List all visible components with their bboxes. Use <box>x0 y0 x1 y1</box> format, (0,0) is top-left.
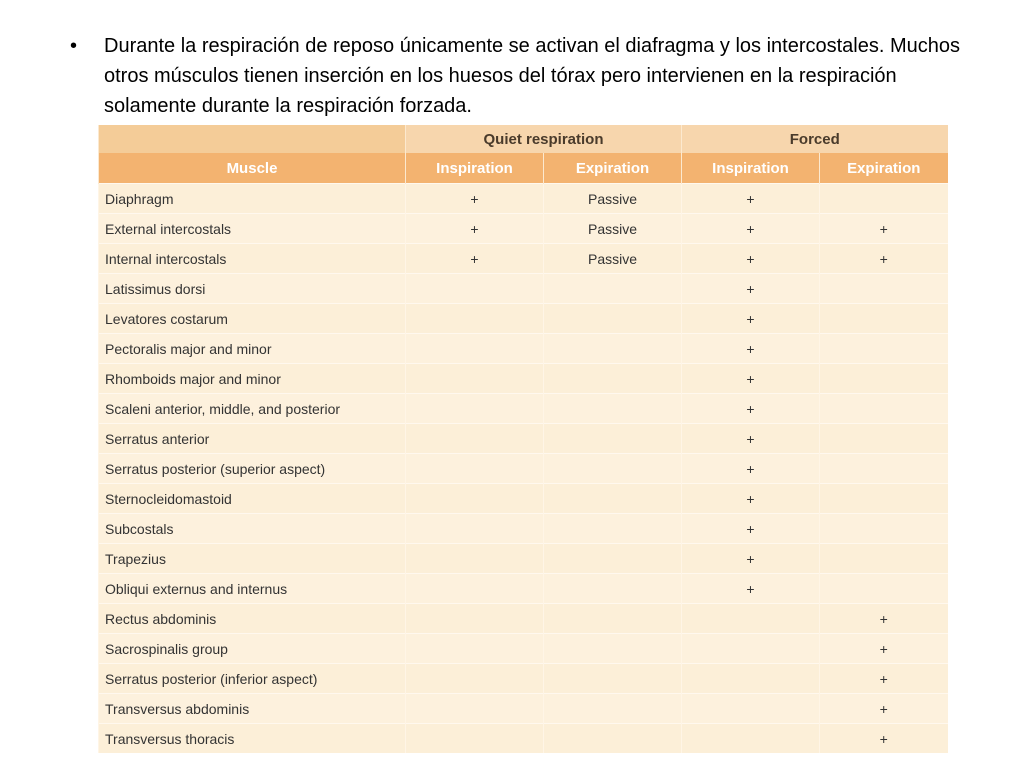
forced-inspiration-cell: + <box>682 514 820 544</box>
muscle-name-cell: Internal intercostals <box>99 244 406 274</box>
forced-expiration-cell: + <box>820 634 948 664</box>
forced-expiration-cell <box>820 484 948 514</box>
forced-expiration-cell <box>820 454 948 484</box>
col-header-quiet-inspiration: Inspiration <box>406 153 544 184</box>
quiet-inspiration-cell <box>406 544 544 574</box>
muscle-name-cell: Pectoralis major and minor <box>99 334 406 364</box>
table-row <box>99 514 948 544</box>
quiet-expiration-cell <box>544 484 682 514</box>
quiet-expiration-cell <box>544 334 682 364</box>
table-row <box>99 424 948 454</box>
table-row <box>99 334 948 364</box>
quiet-expiration-cell <box>544 364 682 394</box>
table-row <box>99 634 948 664</box>
muscle-name-cell: Subcostals <box>99 514 406 544</box>
quiet-inspiration-cell: + <box>406 244 544 274</box>
forced-inspiration-cell: + <box>682 184 820 214</box>
quiet-inspiration-cell <box>406 604 544 634</box>
forced-inspiration-cell: + <box>682 304 820 334</box>
forced-inspiration-cell: + <box>682 334 820 364</box>
muscle-name-cell: External intercostals <box>99 214 406 244</box>
col-header-forced-expiration: Expiration <box>820 153 948 184</box>
forced-inspiration-cell: + <box>682 544 820 574</box>
muscle-name-cell: Rectus abdominis <box>99 604 406 634</box>
quiet-inspiration-cell <box>406 634 544 664</box>
table-row <box>99 304 948 334</box>
bullet-text: Durante la respiración de reposo únicamente se activan el diafragma y los intercostales. Muchos otros músculos tienen inserción en los huesos del tórax pero intervienen en la respiración solamente durante la respiración forzada. <box>104 35 960 117</box>
forced-inspiration-cell <box>682 694 820 724</box>
quiet-inspiration-cell <box>406 454 544 484</box>
forced-inspiration-cell <box>682 664 820 694</box>
muscle-name-cell: Rhomboids major and minor <box>99 364 406 394</box>
forced-expiration-cell: + <box>820 244 948 274</box>
quiet-expiration-cell <box>544 634 682 664</box>
forced-expiration-cell: + <box>820 214 948 244</box>
table-row <box>99 484 948 514</box>
forced-expiration-cell <box>820 574 948 604</box>
forced-inspiration-cell: + <box>682 394 820 424</box>
quiet-inspiration-cell <box>406 574 544 604</box>
group-header-forced: Forced <box>682 125 948 153</box>
muscle-name-cell: Transversus thoracis <box>99 724 406 754</box>
forced-expiration-cell <box>820 334 948 364</box>
col-header-muscle: Muscle <box>99 153 406 184</box>
forced-inspiration-cell: + <box>682 574 820 604</box>
table-row <box>99 574 948 604</box>
quiet-expiration-cell <box>544 274 682 304</box>
forced-expiration-cell <box>820 514 948 544</box>
col-header-forced-inspiration: Inspiration <box>682 153 820 184</box>
muscle-name-cell: Sternocleidomastoid <box>99 484 406 514</box>
forced-inspiration-cell: + <box>682 424 820 454</box>
quiet-expiration-cell <box>544 304 682 334</box>
quiet-inspiration-cell <box>406 424 544 454</box>
muscle-name-cell: Trapezius <box>99 544 406 574</box>
table-row <box>99 244 948 274</box>
muscle-name-cell: Serratus anterior <box>99 424 406 454</box>
quiet-inspiration-cell <box>406 484 544 514</box>
quiet-inspiration-cell <box>406 514 544 544</box>
forced-inspiration-cell <box>682 634 820 664</box>
quiet-expiration-cell <box>544 724 682 754</box>
quiet-expiration-cell <box>544 424 682 454</box>
quiet-expiration-cell <box>544 454 682 484</box>
muscles-table <box>98 125 948 753</box>
quiet-expiration-cell: Passive <box>544 244 682 274</box>
forced-inspiration-cell: + <box>682 364 820 394</box>
muscle-name-cell: Scaleni anterior, middle, and posterior <box>99 394 406 424</box>
forced-inspiration-cell: + <box>682 214 820 244</box>
quiet-inspiration-cell <box>406 724 544 754</box>
forced-inspiration-cell <box>682 724 820 754</box>
table-row <box>99 694 948 724</box>
forced-expiration-cell <box>820 544 948 574</box>
forced-expiration-cell <box>820 304 948 334</box>
forced-inspiration-cell: + <box>682 484 820 514</box>
muscle-name-cell: Transversus abdominis <box>99 694 406 724</box>
quiet-inspiration-cell <box>406 364 544 394</box>
table-row <box>99 214 948 244</box>
forced-inspiration-cell: + <box>682 454 820 484</box>
quiet-inspiration-cell <box>406 664 544 694</box>
forced-expiration-cell: + <box>820 664 948 694</box>
table-row <box>99 664 948 694</box>
table-row <box>99 454 948 484</box>
quiet-expiration-cell <box>544 664 682 694</box>
quiet-inspiration-cell <box>406 274 544 304</box>
muscle-name-cell: Sacrospinalis group <box>99 634 406 664</box>
group-header-quiet: Quiet respiration <box>406 125 682 153</box>
quiet-inspiration-cell <box>406 394 544 424</box>
muscle-name-cell: Diaphragm <box>99 184 406 214</box>
col-header-quiet-expiration: Expiration <box>544 153 682 184</box>
forced-expiration-cell <box>820 424 948 454</box>
table-row <box>99 394 948 424</box>
bullet-symbol: • <box>70 35 78 57</box>
bullet-point <box>70 31 970 121</box>
forced-expiration-cell: + <box>820 604 948 634</box>
group-header-blank <box>99 125 406 153</box>
quiet-expiration-cell <box>544 574 682 604</box>
quiet-expiration-cell: Passive <box>544 214 682 244</box>
quiet-expiration-cell <box>544 544 682 574</box>
quiet-inspiration-cell <box>406 334 544 364</box>
quiet-expiration-cell <box>544 604 682 634</box>
muscle-name-cell: Serratus posterior (inferior aspect) <box>99 664 406 694</box>
forced-expiration-cell: + <box>820 694 948 724</box>
quiet-expiration-cell <box>544 694 682 724</box>
quiet-inspiration-cell: + <box>406 214 544 244</box>
quiet-inspiration-cell <box>406 694 544 724</box>
quiet-inspiration-cell: + <box>406 184 544 214</box>
table-row <box>99 724 948 754</box>
quiet-inspiration-cell <box>406 304 544 334</box>
muscle-name-cell: Obliqui externus and internus <box>99 574 406 604</box>
table-row <box>99 604 948 634</box>
forced-inspiration-cell: + <box>682 274 820 304</box>
muscle-name-cell: Latissimus dorsi <box>99 274 406 304</box>
forced-expiration-cell <box>820 364 948 394</box>
quiet-expiration-cell <box>544 394 682 424</box>
table-row <box>99 274 948 304</box>
table-row <box>99 364 948 394</box>
group-header-row <box>99 125 948 153</box>
forced-expiration-cell <box>820 184 948 214</box>
muscle-name-cell: Serratus posterior (superior aspect) <box>99 454 406 484</box>
forced-inspiration-cell <box>682 604 820 634</box>
muscle-name-cell: Levatores costarum <box>99 304 406 334</box>
table-row <box>99 184 948 214</box>
forced-expiration-cell <box>820 274 948 304</box>
forced-expiration-cell <box>820 394 948 424</box>
quiet-expiration-cell <box>544 514 682 544</box>
table-row <box>99 544 948 574</box>
forced-inspiration-cell: + <box>682 244 820 274</box>
forced-expiration-cell: + <box>820 724 948 754</box>
quiet-expiration-cell: Passive <box>544 184 682 214</box>
column-header-row <box>99 153 948 184</box>
